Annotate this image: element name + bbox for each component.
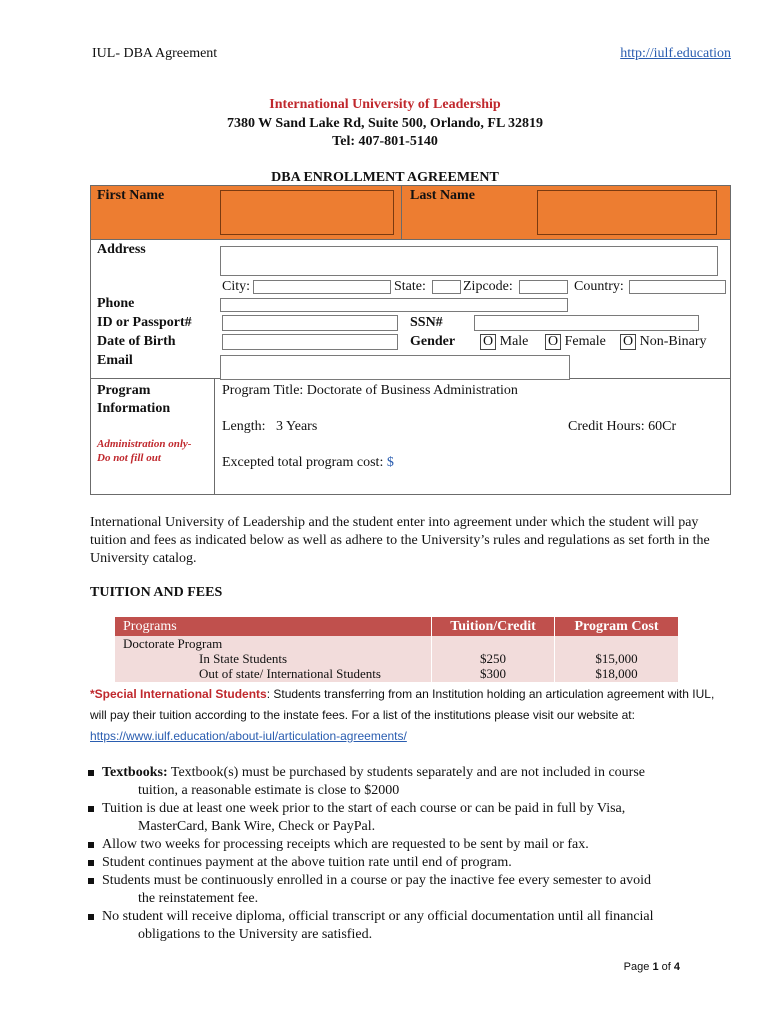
cost-instate: $15,000 [595, 651, 638, 666]
list-item-continuation: tuition, a reasonable estimate is close to $2000 [138, 783, 400, 798]
admin-note-line-2: Do not fill out [97, 452, 161, 464]
policy-list [86, 764, 726, 944]
program-cost [222, 455, 394, 471]
list-item [86, 764, 726, 800]
nonbinary-radio[interactable]: O [620, 334, 636, 350]
col-header-tuition: Tuition/Credit [432, 617, 554, 636]
phone-label: Phone [97, 296, 135, 311]
list-item-continuation: MasterCard, Bank Wire, Check or PayPal. [138, 819, 376, 834]
cost-outstate: $18,000 [595, 666, 638, 681]
program-name: Doctorate Program [123, 636, 223, 651]
admin-only-note [97, 437, 191, 465]
bullet-marker [88, 770, 94, 776]
program-title: Program Title: Doctorate of Business Administration [222, 383, 518, 398]
zipcode-field[interactable] [519, 280, 568, 294]
bullet-marker [88, 842, 94, 848]
id-passport-field[interactable] [222, 315, 398, 331]
last-name-label: Last Name [410, 188, 475, 203]
email-label: Email [97, 353, 133, 368]
list-item [86, 800, 726, 836]
list-item-text: Tuition is due at least one week prior to the start of each course or can be paid in full by Visa, [102, 801, 626, 816]
list-item-text: Student continues payment at the above tuition rate until end of program. [102, 855, 512, 870]
phone-field[interactable] [220, 298, 568, 312]
articulation-agreements-link[interactable]: https://www.iulf.education/about-iul/articulation-agreements/ [90, 729, 407, 743]
dob-field[interactable] [222, 334, 398, 350]
city-label: City: [222, 279, 251, 294]
page-word: Page [623, 961, 650, 973]
name-divider [401, 185, 402, 240]
dob-label: Date of Birth [97, 334, 176, 349]
textbooks-label: Textbooks: [102, 765, 168, 780]
list-item-text: Textbook(s) must be purchased by students separately and are not included in course [167, 765, 645, 780]
agreement-intro: International University of Leadership and the student enter into agreement under which the student will pay tuition and fees as indicated below as well as adhere to the University’s rules and regulations as set forth in the University catalog. [90, 515, 710, 566]
bullet-marker [88, 806, 94, 812]
list-item [86, 872, 726, 908]
email-field[interactable] [220, 355, 570, 380]
form-bottom-border [90, 494, 731, 495]
country-label: Country: [574, 279, 624, 294]
total-pages: 4 [673, 961, 680, 973]
program-length: Length: 3 Years [222, 419, 318, 434]
header-website-link[interactable]: http://iulf.education [620, 46, 731, 61]
last-name-field[interactable] [537, 190, 717, 235]
program-label: Program [97, 383, 151, 398]
special-international-note [90, 684, 730, 747]
tuition-instate: $250 [480, 651, 506, 666]
first-name-field[interactable] [220, 190, 394, 235]
program-cost-value: $ [386, 455, 394, 470]
list-item [86, 836, 726, 854]
row-label-outstate: Out of state/ International Students [199, 666, 381, 681]
ssn-label: SSN# [410, 315, 443, 330]
special-note-lead: *Special International Students [90, 687, 267, 701]
form-left-border [90, 240, 91, 495]
list-item-text: No student will receive diploma, official transcript or any official documentation until all financial [102, 909, 654, 924]
zipcode-label: Zipcode: [463, 279, 513, 294]
gender-female-option[interactable] [545, 334, 606, 350]
special-note-text: : Students transferring from an Institution holding an articulation agreement with IUL, will pay their tuition according to the instate fees. For a list of the institutions please visit our website at: [90, 687, 715, 722]
list-item-text: Students must be continuously enrolled in a course or pay the inactive fee every semester to avoid [102, 873, 651, 888]
program-cost-label: Excepted total program cost: [222, 455, 384, 470]
of-word: of [661, 961, 671, 973]
form-right-border [730, 240, 731, 495]
col-header-cost: Program Cost [555, 617, 678, 636]
current-page: 1 [652, 961, 659, 973]
address-label: Address [97, 242, 146, 257]
col-header-programs: Programs [115, 617, 431, 636]
row-label-instate: In State Students [199, 651, 288, 666]
gender-nonbinary-option[interactable] [620, 334, 707, 350]
bullet-marker [88, 914, 94, 920]
city-field[interactable] [253, 280, 391, 294]
information-label: Information [97, 401, 171, 416]
tuition-outstate: $300 [480, 666, 506, 681]
male-label: Male [499, 334, 529, 349]
admin-note-line-1: Administration only- [97, 438, 192, 450]
female-radio[interactable]: O [545, 334, 561, 350]
bullet-marker [88, 878, 94, 884]
list-item-continuation: the reinstatement fee. [138, 891, 259, 906]
tuition-heading: TUITION AND FEES [90, 585, 223, 600]
list-item [86, 908, 726, 944]
tuition-cell [432, 636, 554, 682]
cost-cell [555, 636, 678, 682]
form-title: DBA ENROLLMENT AGREEMENT [271, 170, 499, 185]
bullet-marker [88, 860, 94, 866]
gender-label: Gender [410, 334, 456, 349]
programs-cell [115, 636, 431, 682]
credit-hours: Credit Hours: 60Cr [568, 419, 677, 434]
ssn-field[interactable] [474, 315, 699, 331]
gender-male-option[interactable] [480, 334, 528, 350]
program-divider [214, 378, 215, 495]
list-item [86, 854, 726, 872]
institution-address: 7380 W Sand Lake Rd, Suite 500, Orlando, FL 32819 [226, 116, 544, 131]
institution-name: International University of Leadership [269, 97, 501, 112]
list-item-text: Allow two weeks for processing receipts which are requested to be sent by mail or fax. [102, 837, 589, 852]
document-header-title: IUL- DBA Agreement [92, 46, 218, 61]
address-field[interactable] [220, 246, 718, 276]
female-label: Female [564, 334, 606, 349]
nonbinary-label: Non-Binary [639, 334, 707, 349]
id-passport-label: ID or Passport# [97, 315, 192, 330]
state-label: State: [394, 279, 426, 294]
first-name-label: First Name [97, 188, 165, 203]
state-field[interactable] [432, 280, 461, 294]
country-field[interactable] [629, 280, 726, 294]
male-radio[interactable]: O [480, 334, 496, 350]
list-item-continuation: obligations to the University are satisfied. [138, 927, 373, 942]
institution-phone: Tel: 407-801-5140 [332, 134, 438, 149]
page-number [624, 961, 680, 973]
